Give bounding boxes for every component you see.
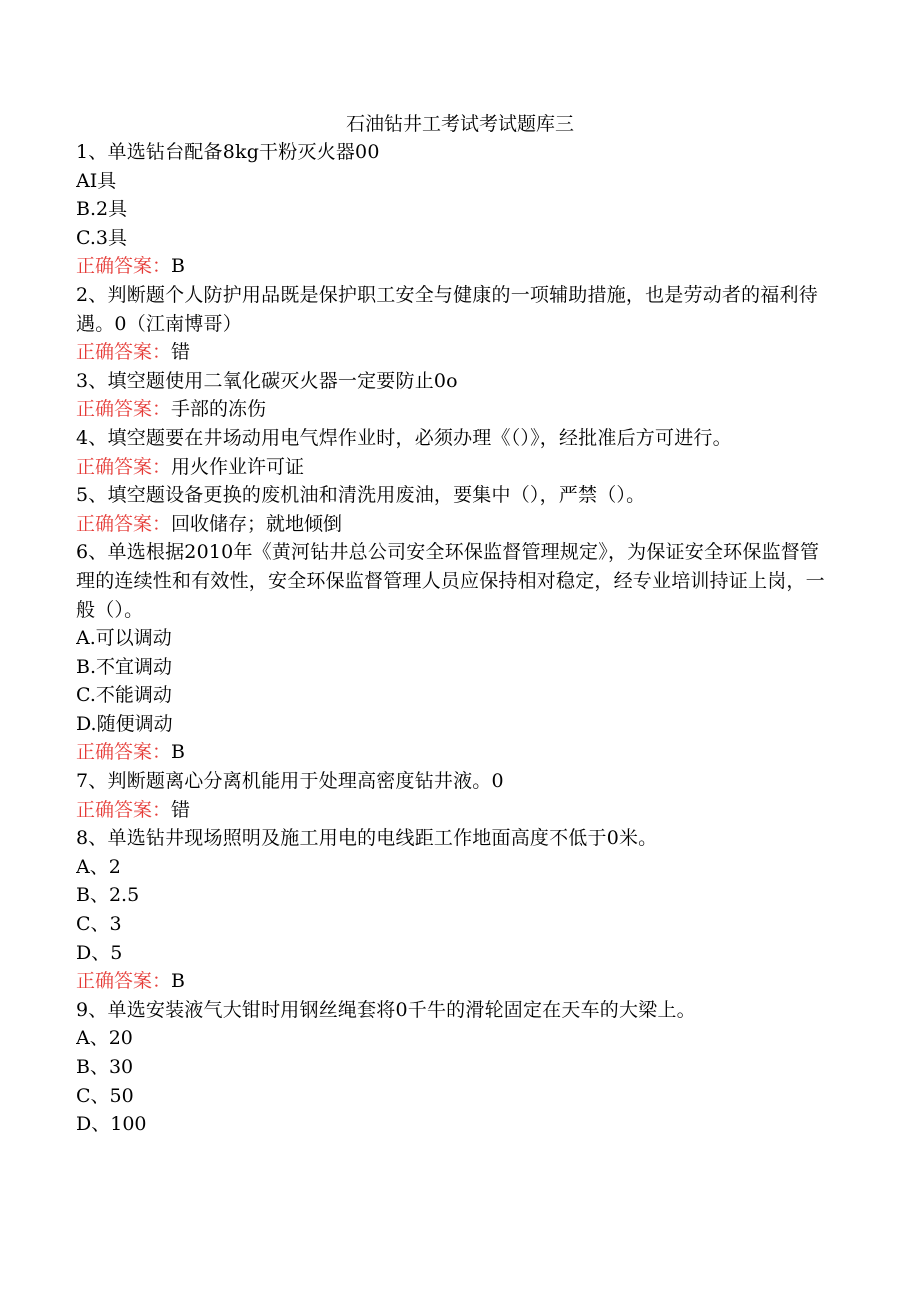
question-option: C.3具: [76, 226, 127, 249]
answer-line: [76, 338, 836, 367]
question-text: 1、单选钻台配备8kg干粉灭火器00: [76, 141, 380, 163]
question-option: B、2.5: [76, 884, 140, 907]
question-item: [76, 996, 836, 1139]
answer-value: 错: [171, 798, 191, 821]
answer-label: 正确答案：: [76, 341, 172, 364]
answer-value: 用火作业许可证: [171, 455, 305, 478]
question-text: 5、填空题设备更换的废机油和清洗用废油，要集中（），严禁（）。: [76, 484, 646, 507]
answer-label: 正确答案：: [76, 512, 172, 535]
question-text: 6、单选根据2010年《黄河钻井总公司安全环保监督管理规定》，为保证安全环保监督管理的连续性和有效性，安全环保监督管理人员应保持相对稳定，经专业培训持证上岗，一般（）。: [76, 541, 825, 621]
answer-value: B: [171, 741, 185, 764]
question-item: [76, 538, 836, 767]
question-option: C、50: [76, 1084, 134, 1107]
answer-line: [76, 395, 836, 424]
answer-label: 正确答案：: [76, 455, 172, 478]
question-text: 2、判断题个人防护用品既是保护职工安全与健康的一项辅助措施，也是劳动者的福利待遇。0（江南博哥）: [76, 283, 818, 335]
question-text: 3、填空题使用二氧化碳灭火器一定要防止0o: [76, 369, 458, 392]
question-option: A、2: [76, 855, 121, 878]
question-item: [76, 138, 836, 281]
question-option: C.不能调动: [76, 684, 172, 707]
answer-line: [76, 738, 836, 767]
answer-line: [76, 510, 836, 539]
question-option: D、5: [76, 941, 123, 964]
answer-label: 正确答案：: [76, 741, 172, 764]
question-option: B.2具: [76, 198, 128, 221]
question-item: [76, 767, 836, 824]
answer-label: 正确答案：: [76, 398, 172, 421]
question-option: D.随便调动: [76, 712, 173, 735]
question-item: [76, 481, 836, 538]
question-list: [76, 138, 836, 1139]
answer-line: [76, 252, 836, 281]
page-title: 石油钻井工考试考试题库三: [345, 113, 574, 135]
answer-value: B: [171, 255, 185, 278]
question-text: 8、单选钻井现场照明及施工用电的电线距工作地面高度不低于0米。: [76, 827, 658, 850]
answer-line: [76, 967, 836, 996]
question-option: D、100: [76, 1113, 147, 1136]
question-text: 9、单选安装液气大钳时用钢丝绳套将0千牛的滑轮固定在天车的大梁上。: [76, 998, 696, 1021]
question-item: [76, 824, 836, 996]
question-option: B.不宜调动: [76, 655, 173, 678]
question-option: AI具: [76, 169, 117, 192]
answer-line: [76, 796, 836, 825]
answer-label: 正确答案：: [76, 255, 172, 278]
question-option: C、3: [76, 913, 122, 936]
question-option: A.可以调动: [76, 627, 172, 650]
question-option: B、30: [76, 1056, 134, 1078]
question-option: A、20: [76, 1027, 133, 1050]
answer-value: B: [171, 970, 185, 993]
question-item: [76, 281, 836, 367]
answer-value: 错: [171, 341, 191, 364]
answer-label: 正确答案：: [76, 798, 172, 821]
question-item: [76, 367, 836, 424]
answer-value: 手部的冻伤: [171, 398, 267, 421]
answer-label: 正确答案：: [76, 970, 172, 993]
question-item: [76, 424, 836, 481]
question-text: 7、判断题离心分离机能用于处理高密度钻井液。0: [76, 770, 504, 793]
answer-line: [76, 453, 836, 482]
answer-value: 回收储存；就地倾倒: [171, 512, 343, 535]
question-text: 4、填空题要在井场动用电气焊作业时，必须办理《（）》，经批准后方可进行。: [76, 426, 732, 449]
